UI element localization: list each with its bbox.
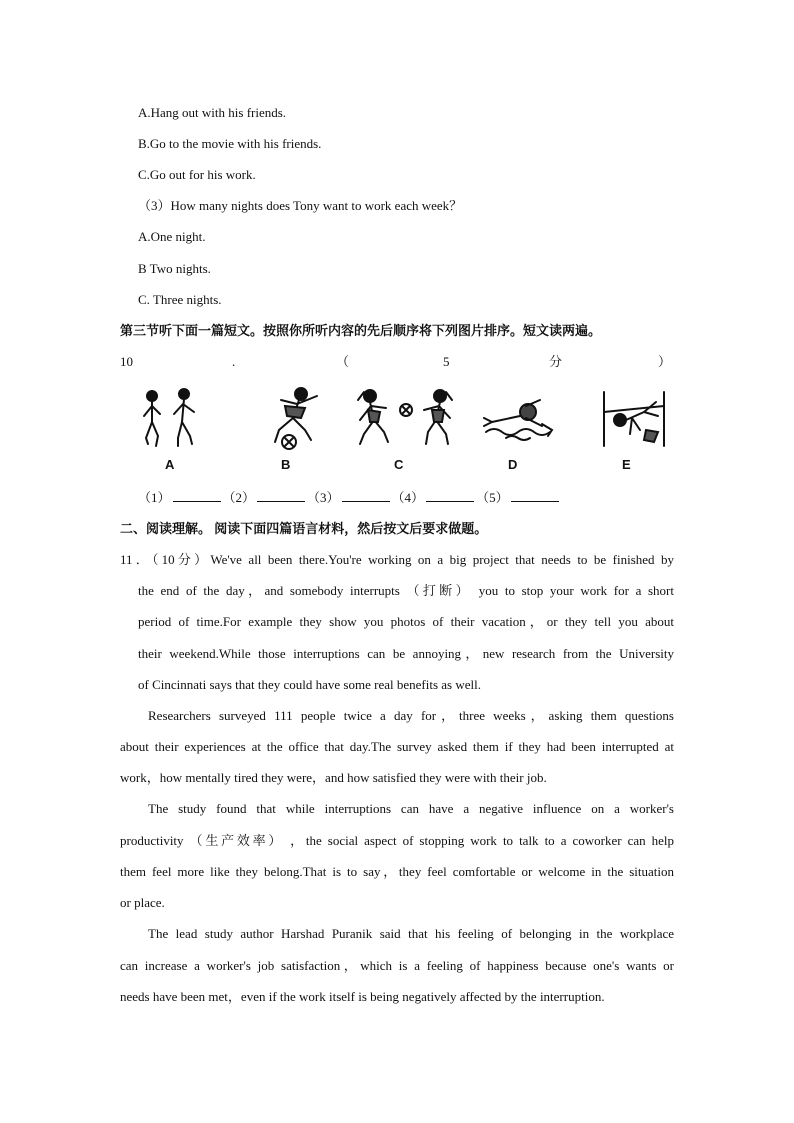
soccer-player-icon (265, 386, 329, 452)
picture-label-d: D (508, 457, 518, 472)
q10-unit: 分 (549, 354, 563, 369)
q10-close-paren: ） (658, 354, 672, 369)
runners-icon (138, 386, 202, 452)
picture-label-e: E (622, 457, 631, 472)
q11-line-4: their weekend.While those interruptions can be annoying，new research from the University (138, 646, 674, 661)
q11-line-5: of Cincinnati says that they could have some real benefits as well. (138, 677, 481, 692)
answer-blank-2[interactable] (257, 489, 305, 502)
q3-option-a: A.One night. (138, 229, 206, 244)
picture-label-a: A (165, 457, 175, 472)
question-3: （3）How many nights does Tony want to work each week？ (138, 198, 463, 213)
picture-label-c: C (394, 457, 404, 472)
q3-option-c: C. Three nights. (138, 292, 222, 307)
answer-slot-5: （5） (476, 490, 509, 505)
section3-heading: 第三节听下面一篇短文。按照你所听内容的先后顺序将下列图片排序。短文读两遍。 (120, 323, 602, 338)
option-b: B.Go to the movie with his friends. (138, 136, 322, 151)
q11-line-1: 11．（10分）We've all been there.You're working on a big project that needs to be finished by (120, 552, 674, 567)
answer-blank-1[interactable] (173, 489, 221, 502)
para4-line-3: needs have been met，even if the work itself is being negatively affected by the interruption. (120, 989, 605, 1004)
q10-open-paren: （ (336, 354, 350, 369)
answer-blank-4[interactable] (426, 489, 474, 502)
para2-line-2: about their experiences at the office that day.The survey asked them if they had been interrupted at (120, 739, 674, 754)
para4-line-1: The lead study author Harshad Puranik said that his feeling of belonging in the workplace (148, 926, 674, 941)
q11-line-2: the end of the day，and somebody interrupts （打断） you to stop your work for a short (138, 583, 674, 598)
answer-slot-1: （1） (138, 490, 171, 505)
high-jumper-icon (600, 390, 670, 452)
q11-line-3: period of time.For example they show you photos of their vacation，or they tell you about (138, 614, 674, 629)
swimmer-icon (482, 396, 558, 446)
q3-option-b: B Two nights. (138, 261, 211, 276)
q10-score: 5 (443, 354, 450, 369)
para3-line-4: or place. (120, 895, 165, 910)
answer-blank-5[interactable] (511, 489, 559, 502)
para3-line-2: productivity （生产效率） ，the social aspect of stopping work to talk to a coworker can help (120, 833, 674, 848)
answer-slot-2: （2） (222, 490, 256, 505)
option-a: A.Hang out with his friends. (138, 105, 287, 120)
q10-number: 10 (120, 354, 133, 369)
para3-line-1: The study found that while interruptions can have a negative influence on a worker's (148, 801, 674, 816)
answer-blank-3[interactable] (342, 489, 390, 502)
para2-line-1: Researchers surveyed 111 people twice a day for，three weeks，asking them questions (148, 708, 674, 723)
picture-label-b: B (281, 457, 291, 472)
para4-line-2: can increase a worker's job satisfaction，which is a feeling of happiness because one's wants or (120, 958, 674, 973)
volleyball-players-icon (352, 386, 462, 452)
para2-line-3: work，how mentally tired they were，and how satisfied they were with their job. (120, 770, 547, 785)
answer-blanks (138, 489, 561, 507)
option-c: C.Go out for his work. (138, 167, 256, 182)
answer-slot-4: （4） (391, 490, 425, 505)
part2-heading: 二、阅读理解。 阅读下面四篇语言材料，然后按文后要求做题。 (120, 521, 488, 536)
q10-dot: . (232, 354, 236, 369)
answer-slot-3: （3） (307, 490, 340, 505)
para3-line-3: them feel more like they belong.That is to say，they feel comfortable or welcome in the situation (120, 864, 674, 879)
